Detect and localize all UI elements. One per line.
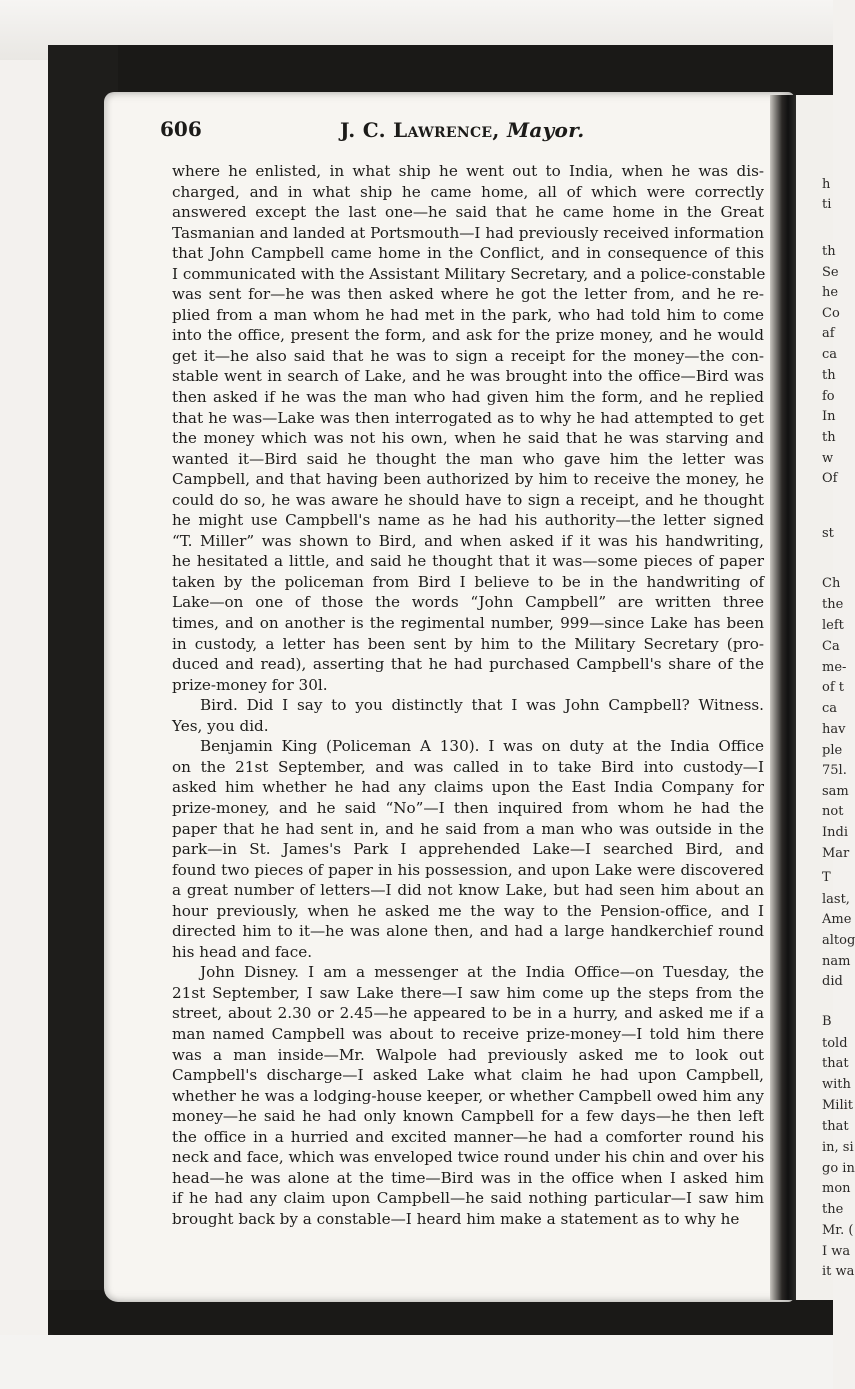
facing-page-fragment: did (822, 974, 843, 989)
scan-background-bottom (0, 1335, 833, 1389)
text-line: money—he said he had only known Campbell for a few days—he then left (172, 1107, 764, 1126)
text-line: street, about 2.30 or 2.45—he appeared to be in a hurry, and asked me if a (172, 1004, 764, 1023)
facing-page-fragment: not (822, 804, 844, 819)
text-line: taken by the policeman from Bird I believe to be in the handwriting of (172, 572, 764, 591)
text-line: into the office, present the form, and ask for the prize money, and he would (172, 326, 764, 345)
facing-page-fragment: w (822, 451, 834, 466)
facing-page-fragment: with (822, 1077, 851, 1092)
facing-page-fragment: ca (822, 701, 838, 716)
text-line: where he enlisted, in what ship he went out to India, when he was dis- (172, 162, 764, 180)
facing-page-fragment: Of (822, 471, 838, 486)
facing-page-fragment: go in (822, 1161, 855, 1176)
facing-page-fragment: th (822, 368, 836, 383)
facing-page-fragment: he (822, 285, 839, 300)
text-line: found two pieces of paper in his possession, and upon Lake were discovered (172, 860, 764, 879)
text-line: he hesitated a little, and said he thought that it was—some pieces of paper (172, 552, 764, 571)
text-line: stable went in search of Lake, and he was brought into the office—Bird was (172, 367, 764, 386)
text-line: then asked if he was the man who had given him the form, and he replied (172, 388, 764, 407)
facing-page-fragment: In (822, 409, 836, 424)
facing-page-fragment: the (822, 1202, 844, 1217)
text-line: in custody, a letter has been sent by him to the Military Secretary (pro- (172, 634, 764, 653)
text-line: prize-money, and he said “No”—I then inquired from whom he had the (172, 798, 764, 817)
facing-page-fragment: the (822, 597, 844, 612)
facing-page-fragment: of t (822, 680, 844, 695)
facing-page-fragment: me- (822, 660, 847, 675)
facing-page-fragment: mon (822, 1181, 851, 1196)
text-line: head—he was alone at the time—Bird was in the office when I asked him (172, 1168, 764, 1187)
facing-page-fragment: Se (822, 265, 839, 280)
text-line: wanted it—Bird said he thought the man who gave him the letter was (172, 449, 764, 468)
facing-page-fragment: Ch (822, 576, 841, 591)
facing-page-fragment: B (822, 1014, 832, 1029)
text-line: plied from a man whom he had met in the park, who had told him to come (172, 305, 764, 324)
text-line: on the 21st September, and was called in to take Bird into custody—I (172, 757, 764, 776)
facing-page-fragment: Co (822, 306, 840, 321)
page-number: 606 (160, 117, 202, 141)
text-line: was a man inside—Mr. Walpole had previously asked me to look out (172, 1045, 764, 1064)
facing-page-fragment: Mr. ( (822, 1223, 854, 1238)
text-line: neck and face, which was enveloped twice round under his chin and over his (172, 1148, 765, 1167)
text-line: asked him whether he had any claims upon the East India Company for (172, 778, 764, 797)
text-line: the money which was not his own, when he said that he was starving and (172, 429, 764, 448)
facing-page-fragment: that (822, 1119, 849, 1134)
text-line: hour previously, when he asked me the way to the Pension-office, and I (172, 901, 764, 920)
running-head (340, 118, 584, 142)
text-line: was sent for—he was then asked where he got the letter from, and he re- (172, 285, 764, 304)
text-line: Lake—on one of those the words “John Campbell” are written three (172, 593, 764, 612)
text-line: could do so, he was aware he should have to sign a receipt, and he thought (172, 490, 764, 509)
text-line: paper that he had sent in, and he said from a man who was outside in the (172, 819, 764, 838)
text-line: his head and face. (172, 942, 313, 961)
text-line: Bird. Did I say to you distinctly that I was John Campbell? Witness. (200, 696, 764, 715)
facing-page-fragment: th (822, 430, 836, 445)
text-line: that he was—Lake was then interrogated as to why he had attempted to get (172, 408, 764, 427)
facing-page-edge (796, 95, 855, 1300)
text-line: times, and on another is the regimental number, 999—since Lake has been (172, 614, 764, 633)
facing-page-fragment: sam (822, 784, 849, 799)
facing-page-fragment: nam (822, 954, 851, 969)
text-line: prize-money for 30l. (172, 675, 328, 694)
facing-page-fragment: af (822, 326, 835, 341)
facing-page-fragment: fo (822, 389, 835, 404)
facing-page-fragment: th (822, 244, 836, 259)
text-line: Benjamin King (Policeman A 130). I was on duty at the India Office (200, 737, 764, 756)
text-line: park—in St. James's Park I apprehended Lake—I searched Bird, and (172, 840, 764, 859)
text-line: “T. Miller” was shown to Bird, and when asked if it was his handwriting, (172, 531, 764, 550)
text-line: Campbell's discharge—I asked Lake what claim he had upon Campbell, (172, 1066, 764, 1085)
running-head-title: Mayor. (506, 118, 585, 142)
text-line: the office in a hurried and excited manner—he had a comforter round his (172, 1127, 764, 1146)
text-line: Yes, you did. (172, 716, 269, 735)
text-line: I communicated with the Assistant Military Secretary, and a police-constable (172, 264, 766, 283)
text-line: duced and read), asserting that he had purchased Campbell's share of the (172, 655, 764, 674)
text-line: whether he was a lodging-house keeper, or whether Campbell owed him any (172, 1086, 764, 1105)
facing-page-fragment: last, (822, 892, 850, 907)
facing-page-fragment: that (822, 1056, 849, 1071)
facing-page-fragment: ti (822, 197, 832, 212)
facing-page-fragment: h (822, 177, 831, 192)
text-line: charged, and in what ship he came home, all of which were correctly (172, 182, 764, 201)
facing-page-fragment: Ca (822, 639, 840, 654)
facing-page-fragment: Indi (822, 825, 848, 840)
facing-page-fragment: it wa (822, 1264, 855, 1279)
facing-page-fragment: st (822, 526, 834, 541)
facing-page-fragment: Ame (822, 912, 852, 927)
text-line: a great number of letters—I did not know Lake, but had seen him about an (172, 881, 764, 900)
facing-page-fragment: left (822, 618, 844, 633)
text-line: he might use Campbell's name as he had his authority—the letter signed (172, 511, 764, 530)
text-line: Campbell, and that having been authorized by him to receive the money, he (172, 470, 764, 489)
text-line: that John Campbell came home in the Conflict, and in consequence of this (172, 244, 764, 263)
text-line: get it—he also said that he was to sign a receipt for the money—the con- (172, 346, 764, 365)
facing-page-fragment: ple (822, 743, 843, 758)
facing-page-fragment: ca (822, 347, 838, 362)
facing-page-fragment: altog (822, 933, 855, 948)
text-line: if he had any claim upon Campbell—he said nothing particular—I saw him (172, 1189, 764, 1208)
facing-page-fragment: I wa (822, 1244, 851, 1259)
facing-page-fragment: told (822, 1036, 848, 1051)
text-line: answered except the last one—he said that he came home in the Great (172, 203, 764, 222)
facing-page-fragment: in, si (822, 1140, 854, 1155)
facing-page-fragment: 75l. (822, 763, 847, 778)
text-line: 21st September, I saw Lake there—I saw him come up the steps from the (172, 983, 764, 1002)
text-line: man named Campbell was about to receive prize-money—I told him there (172, 1024, 764, 1043)
facing-page-fragment: Mar (822, 846, 850, 861)
facing-page-fragment: Milit (822, 1098, 854, 1113)
body-text (172, 161, 764, 1229)
book-cover-edge-top (48, 45, 833, 95)
text-line: Tasmanian and landed at Portsmouth—I had previously received information (172, 223, 764, 242)
running-head-name: J. C. Lawrence, (340, 118, 500, 142)
facing-page-fragment: T (822, 870, 831, 885)
text-line: brought back by a constable—I heard him make a statement as to why he (172, 1209, 740, 1228)
facing-page-fragment: hav (822, 722, 846, 737)
text-line: directed him to it—he was alone then, and had a large handkerchief round (172, 922, 764, 941)
text-line: John Disney. I am a messenger at the India Office—on Tuesday, the (200, 963, 764, 982)
